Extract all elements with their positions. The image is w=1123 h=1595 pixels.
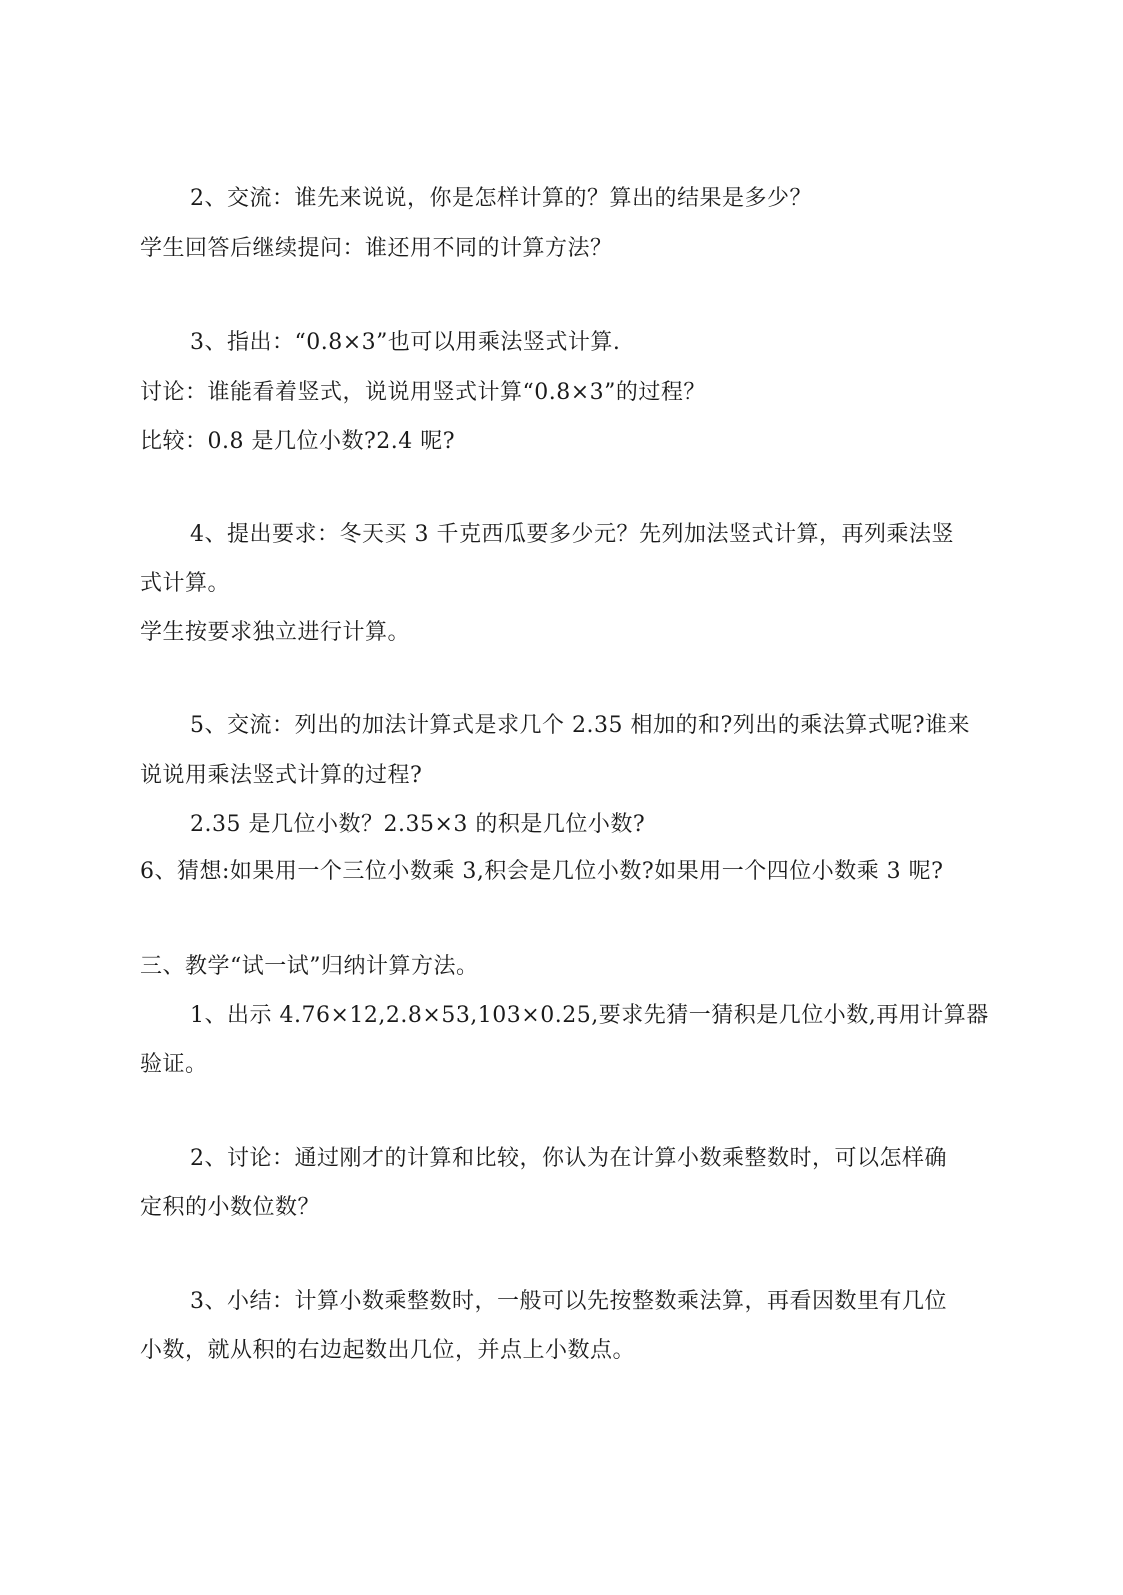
- text-line-compare: 比较：0.8 是几位小数?2.4 呢?: [140, 429, 456, 454]
- text-line-exchange-5-cont: 说说用乘法竖式计算的过程?: [140, 763, 423, 788]
- text-line-discuss-2-cont: 定积的小数位数？: [140, 1195, 321, 1220]
- text-line-point-out-3: 3、指出：“0.8×3”也可以用乘法竖式计算.: [190, 330, 621, 355]
- text-line-student-answer: 学生回答后继续提问：谁还用不同的计算方法？: [140, 236, 613, 261]
- text-line-exchange-2: 2、交流：谁先来说说，你是怎样计算的？算出的结果是多少？: [190, 186, 812, 211]
- text-line-independent-calc: 学生按要求独立进行计算。: [140, 620, 411, 645]
- text-line-summary-3: 3、小结：计算小数乘整数时，一般可以先按整数乘法算，再看因数里有几位: [190, 1289, 947, 1314]
- text-line-discuss: 讨论：谁能看着竖式，说说用竖式计算“0.8×3”的过程？: [140, 380, 706, 405]
- text-line-guess-6: 6、猜想:如果用一个三位小数乘 3,积会是几位小数?如果用一个四位小数乘 3 呢?: [140, 859, 944, 884]
- text-line-requirement-4-cont: 式计算。: [140, 571, 231, 596]
- text-line-requirement-4: 4、提出要求：冬天买 3 千克西瓜要多少元？先列加法竖式计算，再列乘法竖: [190, 522, 954, 547]
- text-line-show-1: 1、出示 4.76×12,2.8×53,103×0.25,要求先猜一猜积是几位小数,再用计算器: [190, 1003, 989, 1028]
- text-line-summary-3-cont: 小数，就从积的右边起数出几位，并点上小数点。: [140, 1338, 636, 1363]
- text-line-show-1-cont: 验证。: [140, 1052, 208, 1077]
- text-line-decimal-question: 2.35 是几位小数？2.35×3 的积是几位小数?: [190, 812, 646, 837]
- text-line-exchange-5: 5、交流：列出的加法计算式是求几个 2.35 相加的和?列出的乘法算式呢?谁来: [190, 713, 971, 738]
- text-line-section-3-heading: 三、教学“试一试”归纳计算方法。: [140, 954, 479, 979]
- text-line-discuss-2: 2、讨论：通过刚才的计算和比较，你认为在计算小数乘整数时，可以怎样确: [190, 1146, 947, 1171]
